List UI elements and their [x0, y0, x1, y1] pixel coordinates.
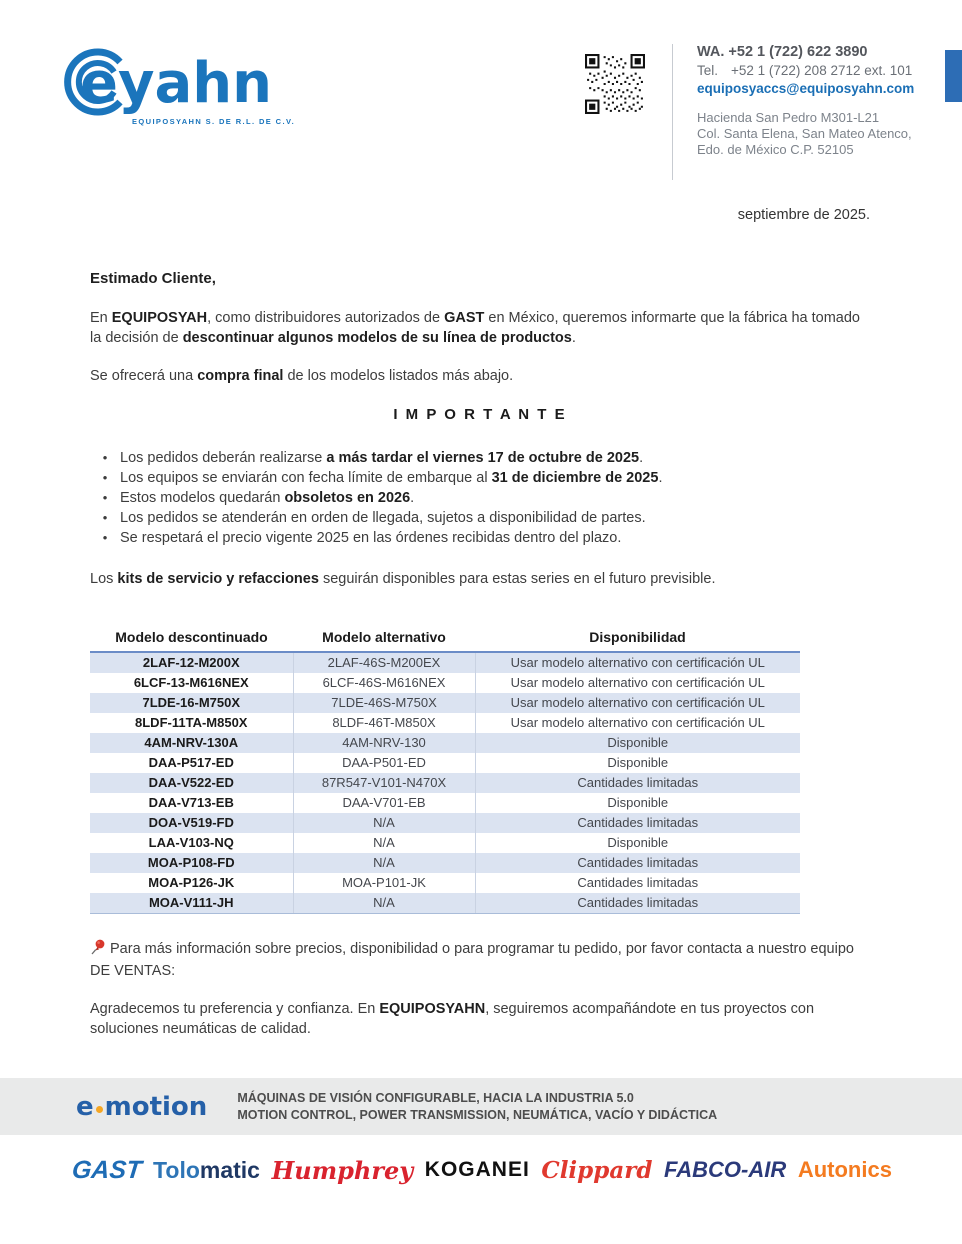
- availability-cell: Disponible: [475, 733, 800, 753]
- kits-paragraph: Los kits de servicio y refacciones seguirán disponibles para estas series en el futuro previsible.: [90, 571, 716, 587]
- table-row: [90, 673, 800, 693]
- column-header: Modelo descontinuado: [90, 625, 293, 652]
- alternative-model-cell: MOA-P101-JK: [293, 873, 475, 893]
- address-line-1: Hacienda San Pedro M301-L21: [697, 110, 880, 125]
- company-logo-mark: [58, 40, 288, 120]
- alternative-model-cell: 87R547-V101-N470X: [293, 773, 475, 793]
- availability-cell: Disponible: [475, 833, 800, 853]
- brand-logo-fabco: FABCO-AIR: [664, 1157, 787, 1182]
- bullet-marker: •: [102, 510, 108, 525]
- header-divider: [672, 44, 673, 180]
- bullet-marker: •: [102, 530, 108, 545]
- column-header: Modelo alternativo: [293, 625, 475, 652]
- alternative-model-cell: 7LDE-46S-M750X: [293, 693, 475, 713]
- discontinued-model-cell: 7LDE-16-M750X: [142, 695, 241, 710]
- table-row: [90, 873, 800, 893]
- alternative-model-cell: N/A: [293, 893, 475, 914]
- alternative-model-cell: N/A: [293, 853, 475, 873]
- alternative-model-cell: DAA-P501-ED: [293, 753, 475, 773]
- brand-logo-humphrey: Humphrey: [271, 1155, 414, 1185]
- brand-logo-autonics: Autonics: [797, 1157, 892, 1182]
- emotion-dot: [96, 1106, 103, 1113]
- company-legal-name: EQUIPOSYAHN S. DE R.L. DE C.V.: [132, 117, 296, 126]
- table-row: [90, 893, 800, 914]
- discontinued-model-cell: MOA-V111-JH: [90, 893, 293, 914]
- availability-cell: Cantidades limitadas: [475, 813, 800, 833]
- availability-cell: Usar modelo alternativo con certificación UL: [475, 652, 800, 673]
- bullet-item: • Los pedidos deberán realizarse a más tardar el viernes 17 de octubre de 2025.: [90, 448, 870, 468]
- discontinued-model-cell: 6LCF-13-M616NEX: [133, 675, 249, 690]
- table-row: [90, 753, 800, 773]
- qr-code: [585, 54, 645, 114]
- address-line-3: Edo. de México C.P. 52105: [697, 142, 854, 157]
- bullet-item: • Se respetará el precio vigente 2025 en las órdenes recibidas dentro del plazo.: [90, 528, 870, 548]
- table-row: [90, 793, 800, 813]
- availability-cell: Cantidades limitadas: [475, 853, 800, 873]
- discontinued-model-cell: DAA-V713-EB: [148, 795, 234, 810]
- table-row: [90, 853, 800, 873]
- letter-date: septiembre de 2025.: [737, 207, 870, 223]
- bullet-marker: •: [102, 490, 108, 505]
- discontinued-model-cell: DAA-P517-ED: [148, 755, 234, 770]
- brand-logo-tolomatic: Tolomatic: [153, 1156, 260, 1183]
- table-row: [90, 833, 800, 853]
- alternative-model-cell: 4AM-NRV-130: [293, 733, 475, 753]
- availability-cell: Cantidades limitadas: [475, 773, 800, 793]
- discontinued-model-cell: DOA-V519-FD: [148, 815, 234, 830]
- table-row: [90, 652, 800, 673]
- bullet-marker: •: [102, 470, 108, 485]
- brand-logo-clippard: Clippard: [541, 1156, 653, 1184]
- models-table: [90, 625, 800, 914]
- discontinued-model-cell: LAA-V103-NQ: [148, 835, 234, 850]
- availability-cell: Disponible: [475, 793, 800, 813]
- table-row: [90, 733, 800, 753]
- contact-block: [697, 44, 937, 158]
- footer-band: [0, 1078, 962, 1135]
- table-row: [90, 813, 800, 833]
- greeting: Estimado Cliente,: [90, 270, 216, 287]
- table-row: [90, 713, 800, 733]
- models-table-head: [90, 625, 800, 652]
- whatsapp-number: WA. +52 1 (722) 622 3890: [697, 44, 868, 60]
- bullet-marker: •: [102, 450, 108, 465]
- important-heading: I M P O R T A N T E: [393, 406, 567, 423]
- availability-cell: Usar modelo alternativo con certificación UL: [475, 673, 800, 693]
- letter-body: [90, 205, 870, 1039]
- availability-cell: Usar modelo alternativo con certificación UL: [475, 713, 800, 733]
- column-header: Disponibilidad: [475, 625, 800, 652]
- alternative-model-cell: 2LAF-46S-M200EX: [293, 652, 475, 673]
- brand-logo-gast: GAST: [70, 1155, 143, 1184]
- availability-cell: Cantidades limitadas: [475, 873, 800, 893]
- closing-paragraph: Agradecemos tu preferencia y confianza. En EQUIPOSYAHN, seguiremos acompañándote en tus proyectos con soluciones neumáticas de calidad.: [90, 1001, 815, 1037]
- intro-paragraph: En EQUIPOSYAH, como distribuidores autorizados de GAST en México, queremos informarte que la fábrica ha tomado la decisión de descontinuar algunos modelos de su línea de productos.: [90, 310, 860, 346]
- alternative-model-cell: 6LCF-46S-M616NEX: [293, 673, 475, 693]
- brand-logo-koganei: KOGANEI: [424, 1158, 530, 1181]
- company-logo-text: eyahn: [80, 51, 273, 116]
- brand-logos: [72, 1152, 892, 1188]
- discontinued-model-cell: MOA-P108-FD: [147, 855, 235, 870]
- availability-cell: Cantidades limitadas: [475, 893, 800, 914]
- footer-tagline-2: MOTION CONTROL, POWER TRANSMISSION, NEUMÁTICA, VACÍO Y DIDÁCTICA: [237, 1107, 718, 1122]
- emotion-logo: e motion: [76, 1091, 208, 1122]
- discontinued-model-cell: 2LAF-12-M200X: [142, 655, 240, 670]
- discontinued-model-cell: 8LDF-11TA-M850X: [135, 715, 248, 730]
- discontinued-model-cell: 4AM-NRV-130A: [144, 735, 239, 750]
- table-row: [90, 693, 800, 713]
- contact-note: Para más información sobre precios, disponibilidad o para programar tu pedido, por favor contacta a nuestro equipo DE VENTAS:: [90, 941, 854, 979]
- models-table-body: [90, 652, 800, 914]
- phone-number: Tel. +52 1 (722) 208 2712 ext. 101: [697, 63, 913, 78]
- company-logo: [58, 40, 295, 126]
- email-address[interactable]: equiposyaccs@equiposyahn.com: [697, 81, 915, 96]
- discontinued-model-cell: MOA-P126-JK: [148, 875, 235, 890]
- header-row: [90, 625, 800, 652]
- alternative-model-cell: DAA-V701-EB: [293, 793, 475, 813]
- footer-tagline-1: MÁQUINAS DE VISIÓN CONFIGURABLE, HACIA LA INDUSTRIA 5.0: [237, 1090, 634, 1105]
- final-buy-paragraph: Se ofrecerá una compra final de los modelos listados más abajo.: [90, 368, 514, 384]
- bullet-item: • Estos modelos quedarán obsoletos en 2026.: [90, 488, 870, 508]
- accent-bar: [945, 50, 962, 102]
- availability-cell: Disponible: [475, 753, 800, 773]
- pushpin-icon: [90, 939, 106, 961]
- discontinued-model-cell: DAA-V522-ED: [148, 775, 234, 790]
- address-line-2: Col. Santa Elena, San Mateo Atenco,: [697, 126, 912, 141]
- table-row: [90, 773, 800, 793]
- alternative-model-cell: N/A: [293, 813, 475, 833]
- important-bullets: [90, 448, 870, 548]
- bullet-item: • Los pedidos se atenderán en orden de llegada, sujetos a disponibilidad de partes.: [90, 508, 870, 528]
- bullet-item: • Los equipos se enviarán con fecha límite de embarque al 31 de diciembre de 2025.: [90, 468, 870, 488]
- availability-cell: Usar modelo alternativo con certificación UL: [475, 693, 800, 713]
- alternative-model-cell: 8LDF-46T-M850X: [293, 713, 475, 733]
- alternative-model-cell: N/A: [293, 833, 475, 853]
